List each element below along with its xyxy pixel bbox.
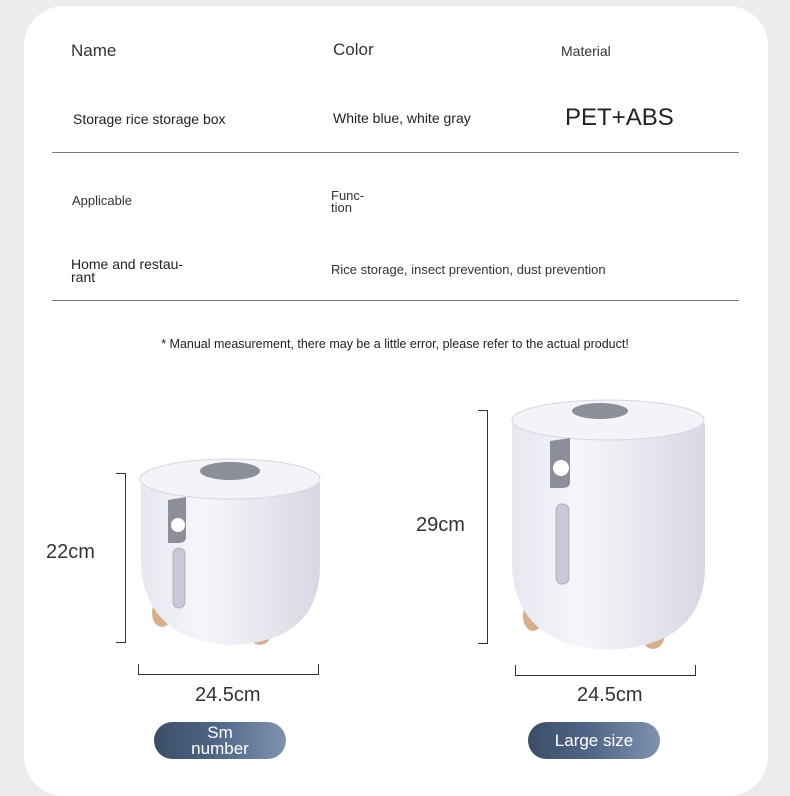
large-rice-box-image — [508, 396, 713, 656]
function-header — [331, 190, 364, 214]
color-value: White blue, white gray — [333, 110, 471, 126]
material-value: PET+ABS — [565, 104, 674, 131]
function-value: Rice storage, insect prevention, dust prevention — [331, 262, 606, 277]
small-height-line — [125, 473, 126, 643]
small-size-badge — [154, 722, 286, 759]
function-header-line1: Func- — [331, 188, 365, 203]
small-size-badge-line2: number — [191, 738, 249, 758]
name-value: Storage rice storage box — [73, 111, 226, 127]
measurement-note: * Manual measurement, there may be a little error, please refer to the actual product! — [161, 337, 629, 351]
small-height-tick-top — [116, 473, 126, 474]
applicable-header: Applicable — [72, 193, 132, 208]
applicable-value — [71, 258, 183, 284]
applicable-value-line1: Home and restau- — [71, 256, 184, 272]
applicable-value-line2: rant — [71, 269, 96, 285]
small-height-label: 22cm — [46, 541, 95, 563]
large-width-line — [515, 675, 696, 676]
large-size-badge: Large size — [528, 722, 660, 759]
name-header: Name — [71, 41, 117, 60]
material-header: Material — [561, 43, 611, 59]
small-width-tick-right — [318, 664, 319, 674]
small-size-badge-line1: Sm — [207, 722, 233, 742]
row-divider-1 — [52, 152, 739, 153]
small-rice-box-image — [138, 455, 328, 655]
large-height-tick-top — [478, 410, 488, 411]
large-width-tick-left — [515, 665, 516, 675]
small-height-tick-bottom — [116, 642, 126, 643]
color-header: Color — [333, 40, 374, 59]
small-width-tick-left — [138, 664, 139, 674]
row-divider-2 — [52, 300, 739, 301]
large-width-label: 24.5cm — [577, 684, 643, 706]
function-header-line2: tion — [331, 200, 352, 215]
small-width-label: 24.5cm — [195, 684, 261, 706]
small-width-line — [138, 674, 319, 675]
large-width-tick-right — [695, 665, 696, 675]
large-height-tick-bottom — [478, 643, 488, 644]
large-height-label: 29cm — [416, 514, 465, 536]
large-height-line — [487, 410, 488, 644]
